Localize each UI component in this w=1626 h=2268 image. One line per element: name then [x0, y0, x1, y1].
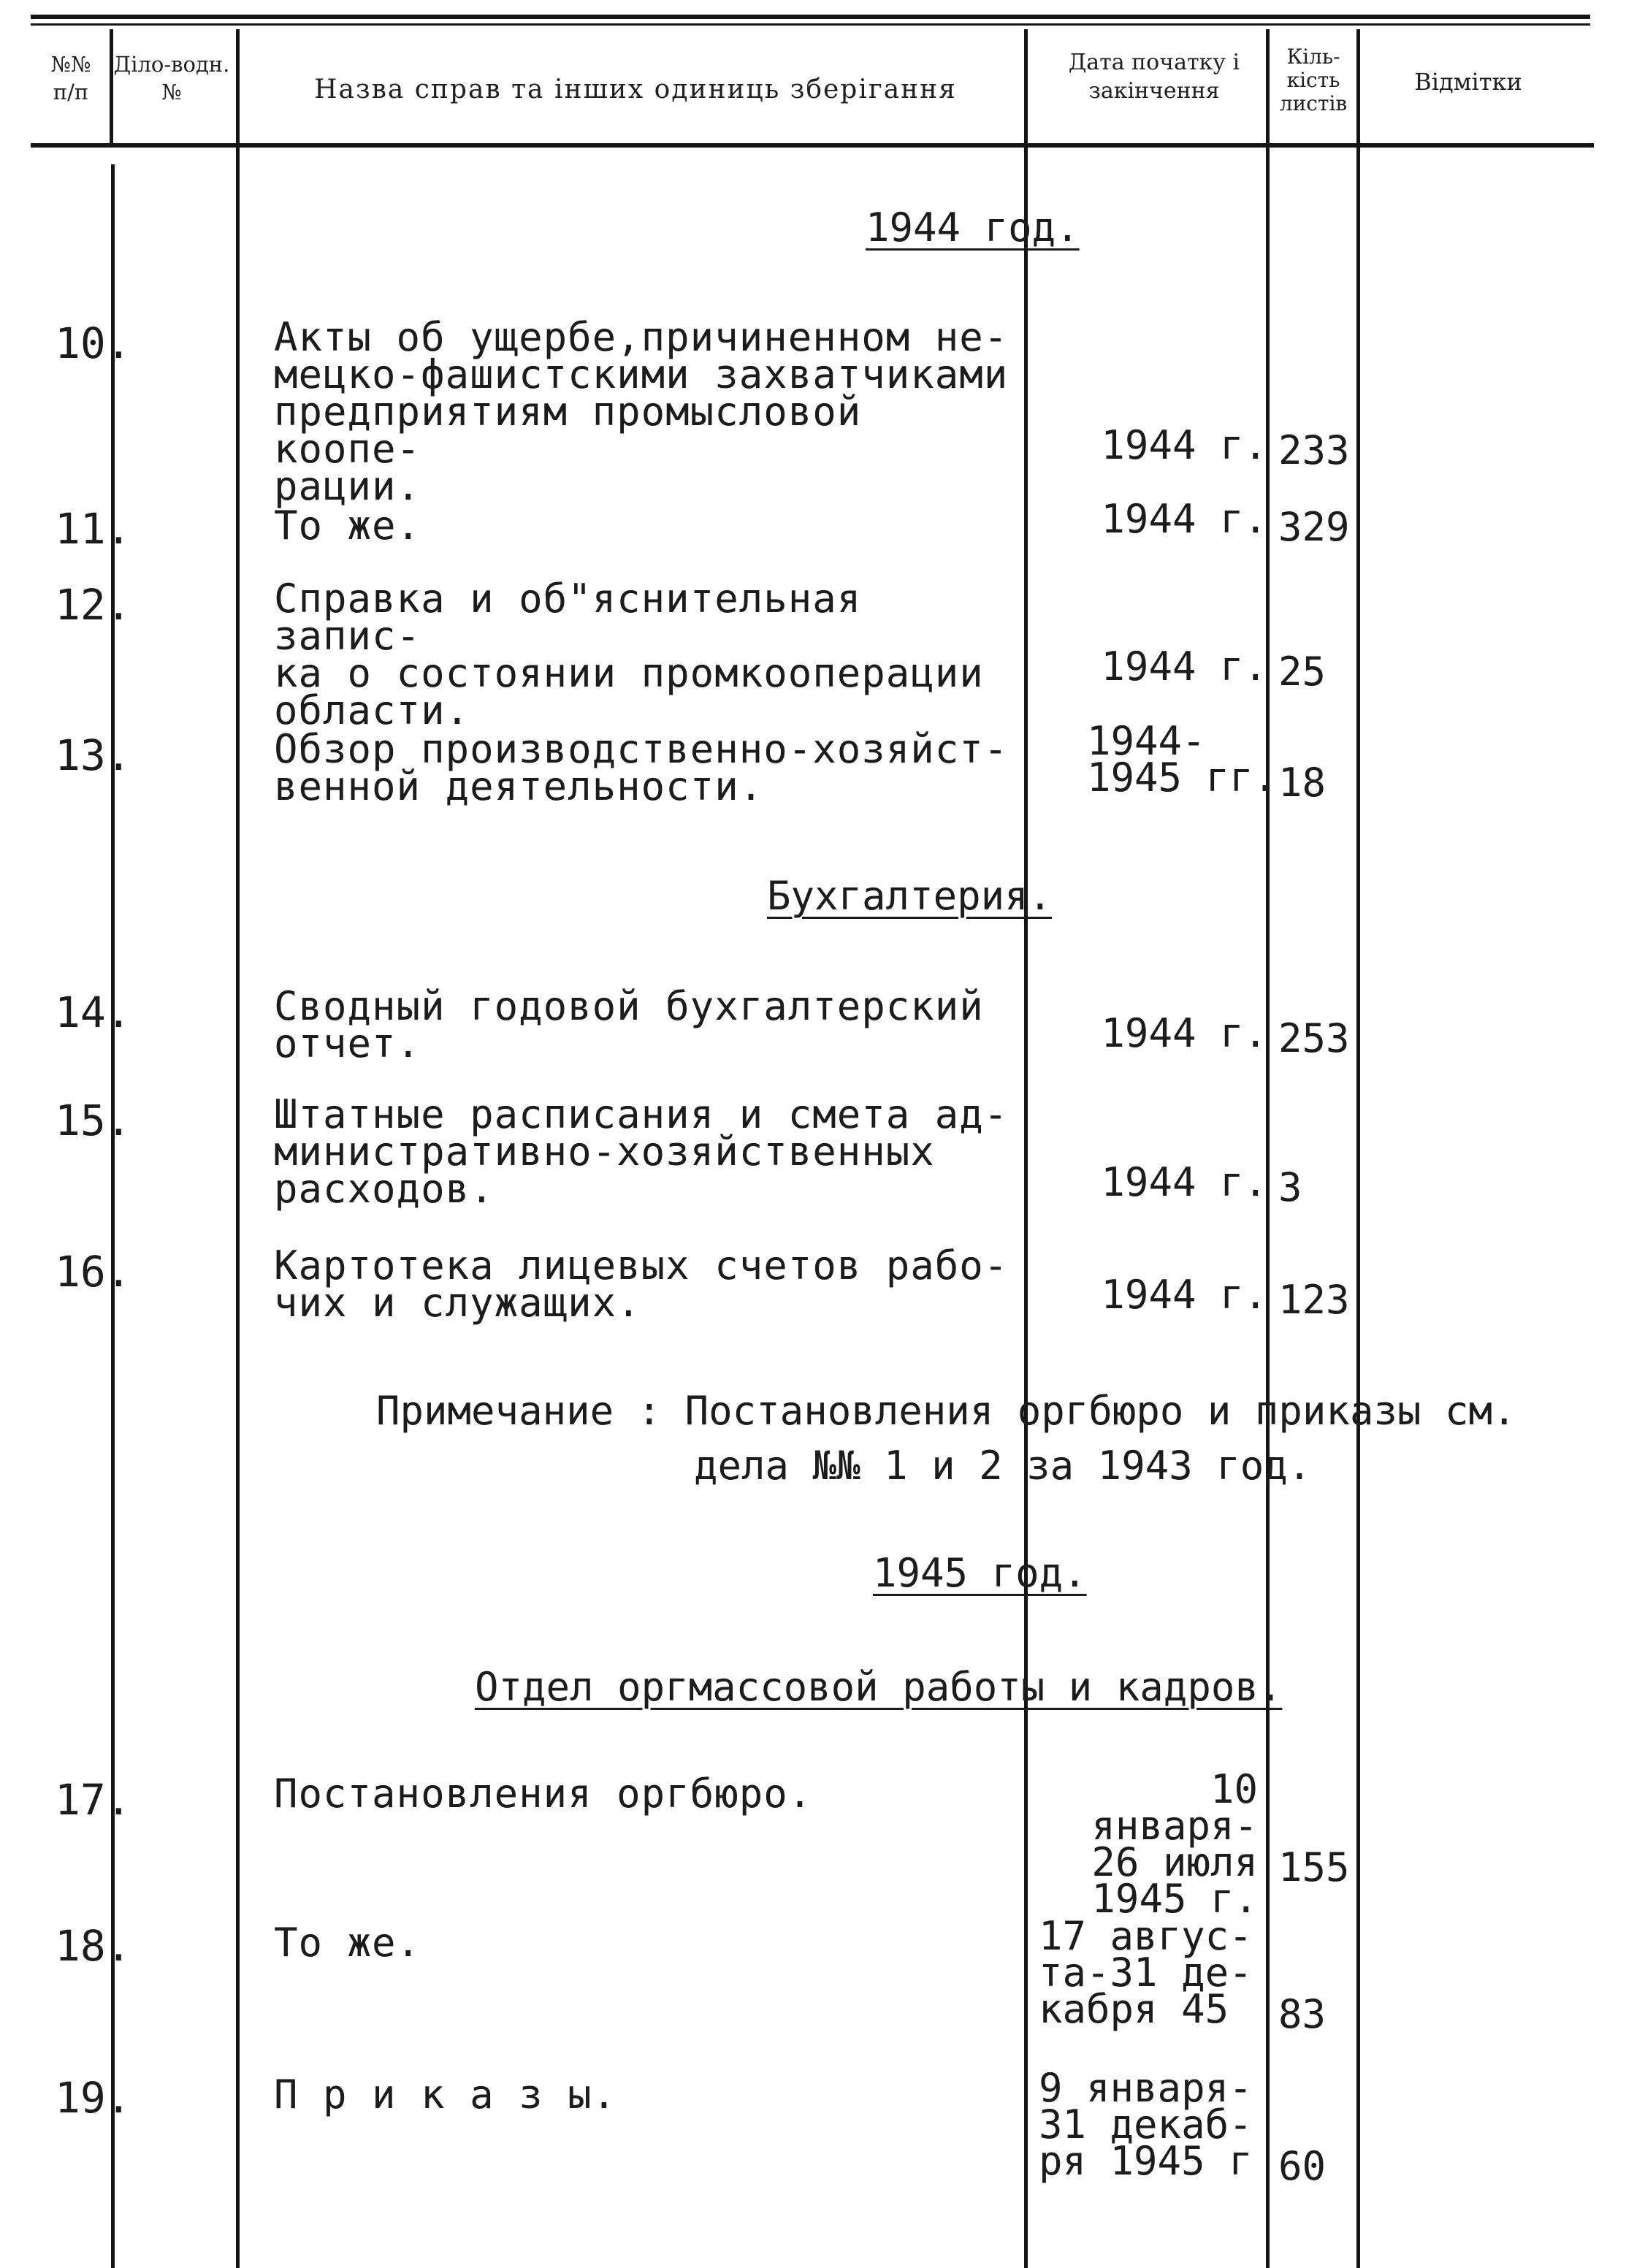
note-line-1: Примечание : Постановления оргбюро и приказы см.	[376, 1388, 1516, 1434]
row-sheets: 329	[1278, 504, 1350, 550]
row-dates: 1944- 1945 гг.	[1087, 718, 1278, 801]
row-sheets: 233	[1278, 427, 1350, 473]
column-line-2	[236, 29, 240, 2268]
row-number: 18.	[55, 1921, 131, 1971]
row-dates: 1944 г.	[1101, 644, 1267, 690]
row-title: Акты об ущербе,причиненном не- мецко-фашистскими захватчиками предприятиям промысловой коопе- рации.	[274, 314, 1009, 509]
row-sheets: 25	[1278, 649, 1327, 695]
row-dates: 1944 г.	[1101, 422, 1267, 468]
top-rule-thin	[31, 23, 1590, 26]
top-rule	[31, 15, 1590, 19]
row-dates: 10 января- 26 июля 1945 г.	[1091, 1766, 1258, 1922]
row-number: 17.	[55, 1775, 131, 1825]
row-number: 12.	[55, 580, 131, 630]
row-number: 19.	[55, 2073, 131, 2123]
row-number: 10.	[55, 318, 131, 368]
row-dates: 1944 г.	[1101, 1272, 1267, 1318]
row-sheets: 155	[1278, 1844, 1350, 1890]
row-number: 14.	[55, 988, 131, 1037]
header-col-title: Назва справ та інших одиниць зберігання	[314, 75, 957, 104]
row-dates: 17 авгус- та-31 де- кабря 45	[1039, 1913, 1253, 2032]
header-col-notes: Відмітки	[1414, 68, 1522, 96]
row-sheets: 123	[1278, 1277, 1350, 1323]
section-year-1945: 1945 год.	[873, 1550, 1087, 1596]
header-col-dates: Дата початку і закінчення	[1068, 50, 1240, 104]
row-dates: 1944 г.	[1101, 1159, 1267, 1205]
row-dates: 9 января- 31 декаб- ря 1945 г	[1039, 2065, 1253, 2184]
row-title: Штатные расписания и смета ад- министративно-хозяйственных расходов.	[274, 1091, 1009, 1212]
header-col-num: №№ п/п	[50, 52, 91, 104]
section-accounting: Бухгалтерия.	[767, 873, 1053, 919]
header-col-office-num: Діло-водн. №	[113, 52, 230, 104]
row-number: 16.	[55, 1247, 131, 1297]
row-sheets: 60	[1278, 2143, 1327, 2189]
row-dates: 1944 г.	[1101, 496, 1267, 542]
header-col-sheets: Кіль-кість листів	[1279, 45, 1348, 116]
row-sheets: 3	[1278, 1164, 1302, 1210]
column-line-4	[1266, 29, 1270, 2268]
row-sheets: 253	[1278, 1015, 1350, 1061]
column-line-5	[1356, 29, 1360, 2268]
row-sheets: 18	[1278, 760, 1327, 806]
row-dates: 1944 г.	[1101, 1010, 1267, 1056]
column-line-1	[110, 29, 113, 143]
row-title: Постановления оргбюро.	[274, 1771, 813, 1817]
note-line-2: дела №№ 1 и 2 за 1943 год.	[694, 1443, 1312, 1489]
row-title: То же.	[274, 503, 421, 549]
row-title: П р и к а з ы.	[274, 2072, 617, 2118]
row-title: То же.	[274, 1920, 421, 1966]
section-org-dept: Отдел оргмассовой работы и кадров.	[475, 1664, 1283, 1710]
row-number: 15.	[55, 1096, 131, 1145]
row-number: 13.	[55, 730, 131, 780]
section-year-1944: 1944 год.	[866, 205, 1080, 251]
row-title: Картотека лицевых счетов рабо- чих и служащих.	[274, 1242, 1009, 1326]
row-title: Сводный годовой бухгалтерский отчет.	[274, 983, 984, 1066]
row-title: Справка и об"яснительная запис- ка о состоянии промкооперации области.	[274, 576, 984, 733]
row-title: Обзор производственно-хозяйст- венной деятельности.	[274, 726, 1009, 809]
row-sheets: 83	[1278, 1991, 1327, 2037]
row-number: 11.	[55, 504, 131, 554]
